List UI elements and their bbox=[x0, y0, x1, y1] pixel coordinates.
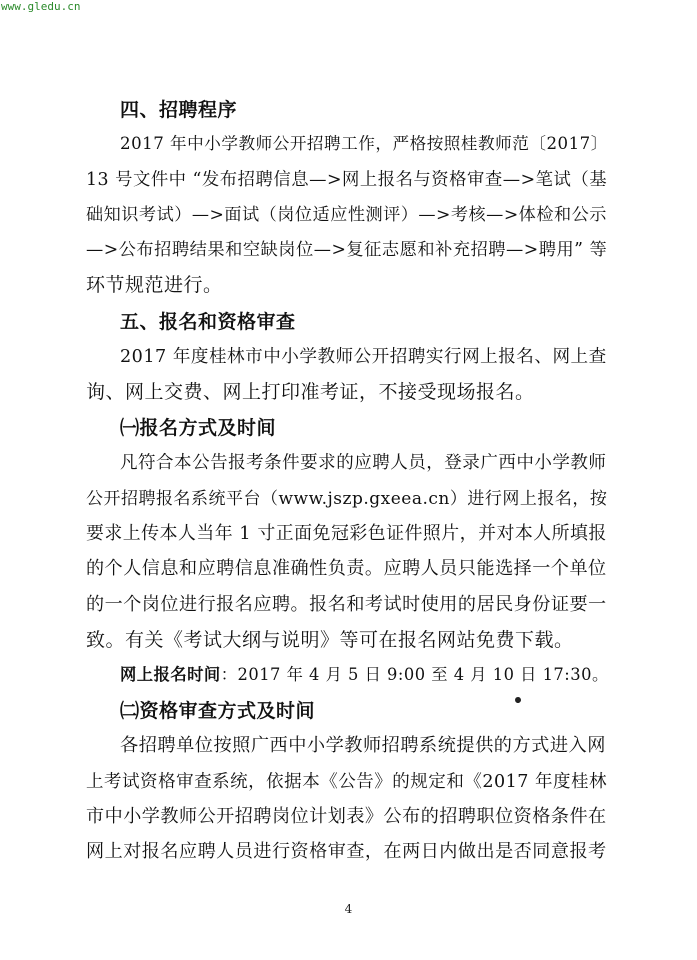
section-heading-recruitment-procedure: 四、招聘程序 bbox=[120, 99, 238, 121]
paragraph-line: 市中小学教师公开招聘岗位计划表》公布的招聘职位资格条件在 bbox=[86, 806, 607, 827]
paragraph-line: 网上对报名应聘人员进行资格审查，在两日内做出是否同意报考 bbox=[86, 841, 607, 862]
registration-time-line bbox=[120, 658, 609, 692]
paragraph-line: 要求上传本人当年 1 寸正面免冠彩色证件照片，并对本人所填报 bbox=[86, 523, 607, 544]
registration-time-label: 网上报名时间 bbox=[120, 665, 221, 684]
paragraph-line: —>公布招聘结果和空缺岗位—>复征志愿和补充招聘—>聘用” 等 bbox=[86, 240, 608, 260]
paragraph-line: 询、网上交费、网上打印准考证，不接受现场报名。 bbox=[86, 381, 535, 403]
paragraph-line: 凡符合本公告报考条件要求的应聘人员，登录广西中小学教师 bbox=[120, 453, 607, 473]
watermark-text: www.gledu.cn bbox=[1, 0, 81, 13]
section-heading-registration-review: 五、报名和资格审查 bbox=[120, 311, 296, 333]
subsection-heading-registration-method: ㈠报名方式及时间 bbox=[120, 417, 277, 439]
paragraph-line: 上考试资格审查系统，依据本《公告》的规定和《2017 年度桂林 bbox=[86, 772, 608, 792]
paragraph-line: 13 号文件中 “发布招聘信息—>网上报名与资格审查—>笔试（基 bbox=[86, 170, 608, 190]
paragraph-line: 致。有关《考试大纲与说明》等可在报名网站免费下载。 bbox=[86, 629, 574, 651]
paragraph-line: 2017 年度桂林市中小学教师公开招聘实行网上报名、网上查 bbox=[120, 347, 607, 367]
paragraph-line: 公开招聘报名系统平台（www.jszp.gxeea.cn）进行网上报名，按 bbox=[86, 489, 608, 509]
registration-time-value: ：2017 年 4 月 5 日 9:00 至 4 月 10 日 17:30。 bbox=[220, 665, 609, 684]
paragraph-line: 各招聘单位按照广西中小学教师招聘系统提供的方式进入网 bbox=[120, 735, 606, 756]
paragraph-line: 2017 年中小学教师公开招聘工作，严格按照桂教师范〔2017〕 bbox=[120, 134, 608, 153]
subsection-heading-qualification-review: ㈡资格审查方式及时间 bbox=[120, 700, 316, 722]
page-number: 4 bbox=[344, 902, 353, 916]
paragraph-line: 的个人信息和应聘信息准确性负责。应聘人员只能选择一个单位 bbox=[86, 558, 607, 579]
paragraph-line: 础知识考试）—>面试（岗位适应性测评）—>考核—>体检和公示 bbox=[86, 205, 607, 225]
paragraph-line: 环节规范进行。 bbox=[86, 274, 223, 296]
paragraph-line: 的一个岗位进行报名应聘。报名和考试时使用的居民身份证要一 bbox=[86, 594, 607, 615]
